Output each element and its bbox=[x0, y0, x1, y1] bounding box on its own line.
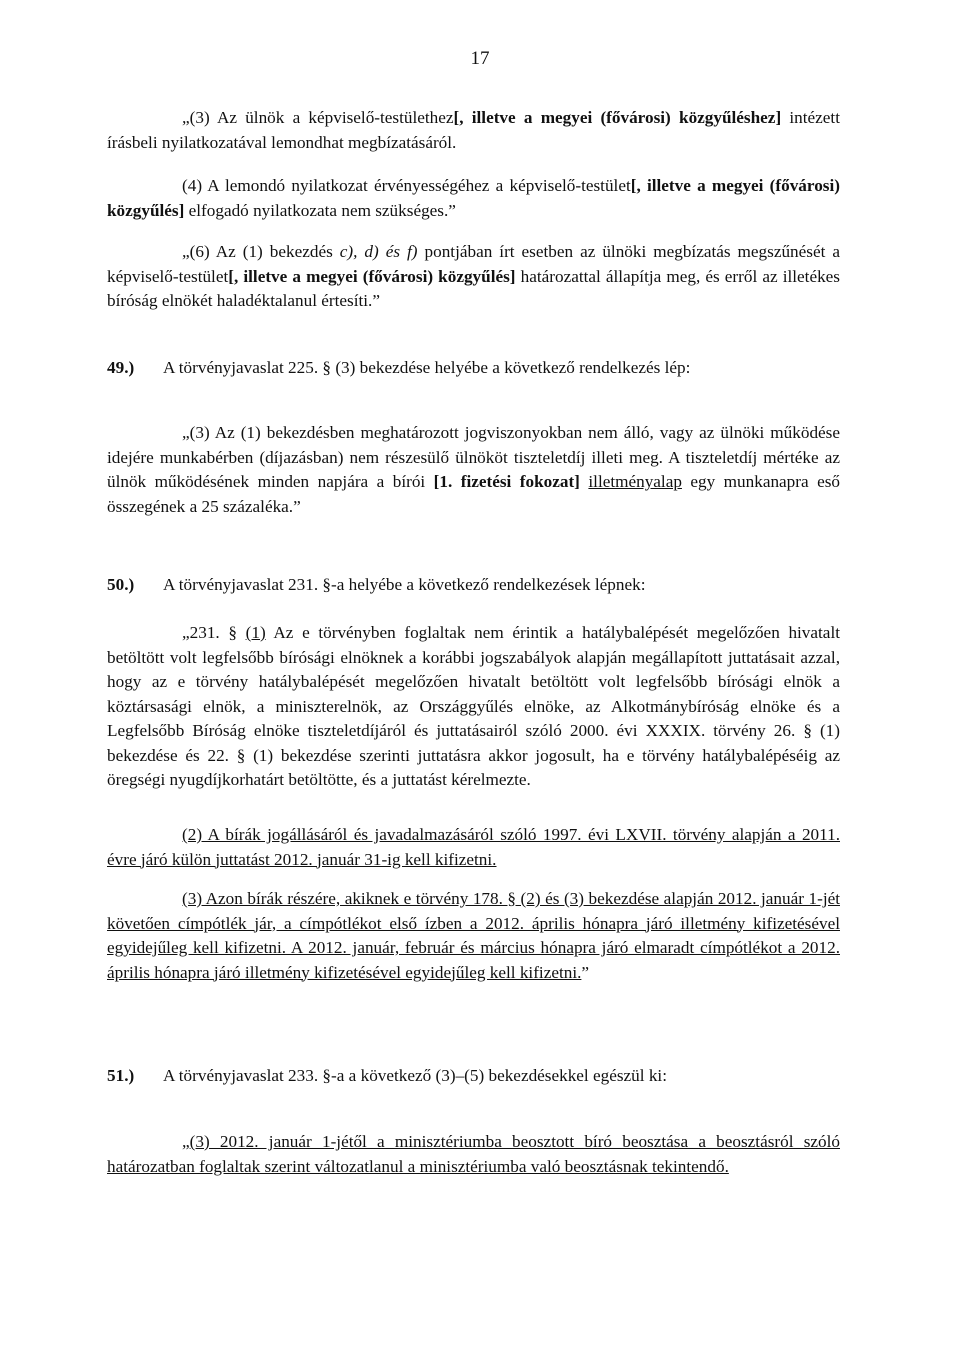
text: „(3) Az ülnök a képviselő-testülethez bbox=[182, 108, 454, 127]
text: „(3) Az (1) bekezdésben meghatározott jogviszonyokban nem álló, vagy az ülnöki működése idejére munkabérben (díjazásban) nem részesülő ülnököt tiszteletdíj illeti meg. A tiszteletdíj mértéke az ülnök működésének minden napjára a bírói bbox=[107, 423, 840, 491]
section-49-heading bbox=[107, 358, 690, 378]
section-title: A törvényjavaslat 233. §-a a következő (3)–(5) bekezdésekkel egészül ki: bbox=[163, 1066, 667, 1085]
section-number: 51.) bbox=[107, 1066, 135, 1085]
page-number: 17 bbox=[470, 48, 490, 69]
underlined-text: illetményalap bbox=[588, 472, 682, 491]
bold-bracket: [1. fizetési fokozat] bbox=[433, 472, 580, 491]
section-51-heading bbox=[107, 1066, 667, 1086]
text: Az e törvényben foglaltak nem érintik a hatálybalépését megelőzően hivatalt betöltött volt legfelsőbb bírósági elnöknek a korábbi jogszabályok alapján megállapított juttatásait azzal, hogy az e törvény hatálybalépését megelőzően hivatalt betöltött volt legfelsőbb bírósági elnök a köztársasági elnök, a miniszterelnök, az Országgyűlés elnöke, az Alkotmánybíróság elnöke és a Legfelsőbb Bíróság elnöke tiszteletdíjáról és juttatásairól szóló 2000. évi XXXIX. törvény 26. § (1) bekezdése és 22. § (1) bekezdése szerinti juttatásra akkor jogosult, ha e törvény hatálybalépéséig az öregségi nyugdíjkorhatárt betöltötte, és a juttatást kérelmezte. bbox=[107, 623, 840, 789]
section-title: A törvényjavaslat 231. §-a helyébe a következő rendelkezések lépnek: bbox=[163, 575, 646, 594]
section-50-para-2 bbox=[107, 823, 840, 872]
underlined-text: (1) bbox=[245, 623, 266, 642]
section-50-para-1 bbox=[107, 621, 840, 793]
text: pontjában írt esetben az ülnöki megbízatás megszűnését a képviselő-testület bbox=[107, 242, 840, 286]
section-50-para-3 bbox=[107, 887, 840, 985]
text: elfogadó nyilatkozata nem szükséges.” bbox=[184, 200, 456, 220]
section-number: 49.) bbox=[107, 358, 135, 377]
text: intézett írásbeli nyilatkozatával lemondhat megbízatásáról. bbox=[107, 108, 840, 152]
text: „ bbox=[182, 1132, 190, 1151]
paragraph-4-declaration bbox=[107, 174, 840, 223]
underlined-text: (2) A bírák jogállásáról és javadalmazásáról szóló 1997. évi LXVII. törvény alapján a 2011. évre járó külön juttatást 2012. január 31-ig kell kifizetni. bbox=[107, 825, 840, 869]
text: „(6) Az (1) bekezdés bbox=[182, 242, 340, 261]
underlined-text: (3) 2012. január 1-jétől a minisztériumba beosztott bíró beosztása a beosztásról szóló határozatban foglaltak szerint változatlanul a minisztériumba való beosztásnak tekintendő. bbox=[107, 1132, 840, 1176]
section-number: 50.) bbox=[107, 575, 135, 594]
paragraph-6-termination bbox=[107, 240, 840, 314]
section-title: A törvényjavaslat 225. § (3) bekezdése helyébe a következő rendelkezés lép: bbox=[163, 358, 691, 377]
bold-bracket: [, illetve a megyei (fővárosi) közgyűlés] bbox=[228, 266, 516, 286]
text: határozattal állapítja meg, és erről az illetékes bíróság elnökét haladéktalanul értesíti.” bbox=[107, 266, 840, 310]
underlined-text: (3) Azon bírák részére, akiknek e törvény 178. § (2) és (3) bekezdése alapján 2012. január 1-jét követően címpótlék jár, a címpótlékot első ízben a 2012. április hónapra járó illetmény kifizetésével egyidejűleg kell kifizetni. A 2012. január, február és március hónapra járó elmaradt címpótlékot a 2012. április hónapra járó illetmény kifizetésével egyidejűleg kell kifizetni. bbox=[107, 889, 840, 982]
bold-bracket: [, illetve a megyei (fővárosi) közgyűlés] bbox=[107, 176, 840, 220]
section-51-body bbox=[107, 1130, 840, 1179]
bold-bracket: [, illetve a megyei (fővárosi) közgyűléshez] bbox=[453, 108, 782, 127]
section-49-body bbox=[107, 421, 840, 519]
text: ” bbox=[581, 962, 590, 982]
paragraph-3-resignation bbox=[107, 106, 840, 155]
italic-points: c), d) és f) bbox=[339, 242, 418, 261]
section-50-heading bbox=[107, 575, 645, 595]
text: egy munkanapra eső összegének a 25 százaléka.” bbox=[107, 472, 841, 516]
text: (4) A lemondó nyilatkozat érvényességéhez a képviselő-testület bbox=[182, 176, 631, 195]
text: „231. § bbox=[182, 623, 246, 642]
